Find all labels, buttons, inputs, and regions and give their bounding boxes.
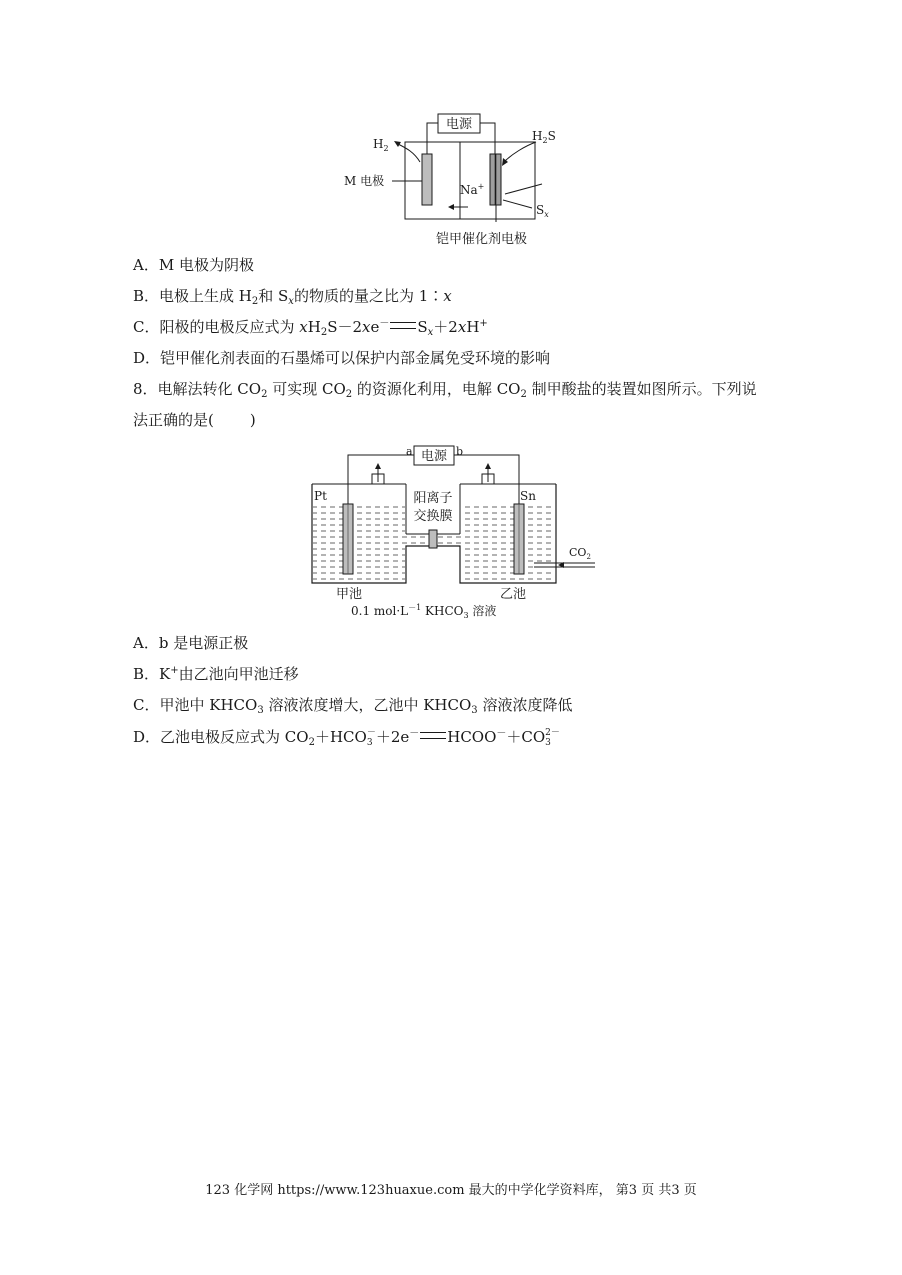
h2s-label: $H_2S$ (532, 129, 556, 145)
terminal-b-label: b (456, 445, 464, 458)
h2-arrow (398, 144, 420, 162)
q8-option-d: D．乙池电极反应式为 $CO_2+HCO$ － 3 ＋2e－ HCOO－＋CO 2－ 3 (133, 728, 560, 748)
figure-2-svg (302, 438, 602, 620)
h2-label: $H_2$ (373, 137, 389, 153)
figure-co2-electrolysis (302, 438, 602, 620)
terminal-a-label: a (406, 445, 413, 458)
q8-option-b: B．K+由乙池向甲池迁移 (133, 665, 299, 683)
q8-stem-line-2: 法正确的是( ) (133, 411, 256, 429)
power-label: 电源 (445, 117, 473, 132)
equals-sign (390, 322, 416, 329)
page-footer: 123 化学网 https://www.123huaxue.com 最大的中学化学资料库， 第3 页 共3 页 (205, 1183, 697, 1198)
sx-line-lower (503, 200, 532, 208)
wire-left (427, 123, 438, 156)
na-arrow-head (448, 204, 454, 210)
yi-chi-label: 乙池 (500, 587, 527, 602)
q7-option-b: B．电极上生成 $H_2$和 $S_x$的物质的量之比为 1∶x (133, 287, 452, 307)
solution-label: 0.1 $mol\cdot L^{-1}$ $KHCO_3$ 溶液 (351, 603, 497, 620)
q8-option-a: A．b 是电源正极 (133, 634, 249, 652)
q7-option-c: C．阳极的电极反应式为 $xH_2S-2xe^-$ $S_x+2xH^+$ (133, 318, 488, 338)
figure-electrolysis-cell-1 (340, 108, 570, 250)
membrane-label-2: 交换膜 (413, 509, 453, 524)
wire-right (480, 123, 495, 156)
membrane-label-1: 阳离子 (413, 491, 453, 506)
m-electrode (422, 154, 432, 205)
sx-label: $S_x$ (536, 203, 549, 219)
wire-b (454, 455, 519, 504)
na-label: Na+ (460, 182, 485, 197)
gas-arrow-left-head (375, 463, 381, 469)
equals-sign-2 (420, 732, 446, 739)
pt-label: Pt (314, 489, 327, 503)
h2-arrow-head (394, 141, 401, 147)
cation-exchange-membrane (429, 530, 437, 548)
sx-line-upper (505, 184, 542, 194)
m-electrode-label: M 电极 (344, 174, 385, 188)
gas-arrow-right-head (485, 463, 491, 469)
liquid-left (313, 504, 405, 582)
catalyst-label: 铠甲催化剂电极 (436, 232, 528, 247)
jia-chi-label: 甲池 (336, 587, 363, 602)
h2s-arrow (504, 142, 536, 162)
hco3-charge: － 3 (366, 728, 376, 748)
q7-option-d: D．铠甲催化剂表面的石墨烯可以保护内部金属免受环境的影响 (133, 349, 551, 367)
liquid-right (461, 504, 555, 582)
power-label-2: 电源 (420, 449, 448, 464)
q8-stem-line-1: 8．电解法转化 $CO_2$ 可实现 $CO_2$ 的资源化利用，电解 $CO_2$ 制甲酸盐的装置如图所示。下列说 (133, 380, 757, 400)
co3-charge: 2－ 3 (545, 728, 560, 748)
co2-label: $CO_2$ (569, 546, 591, 561)
figure-1-svg (340, 108, 570, 250)
sn-label: Sn (520, 489, 536, 503)
q8-option-c: C．甲池中 $KHCO_3$ 溶液浓度增大，乙池中 $KHCO_3$ 溶液浓度降低 (133, 696, 573, 716)
q7-option-a: A．M 电极为阴极 (133, 256, 254, 274)
wire-a (348, 455, 414, 504)
